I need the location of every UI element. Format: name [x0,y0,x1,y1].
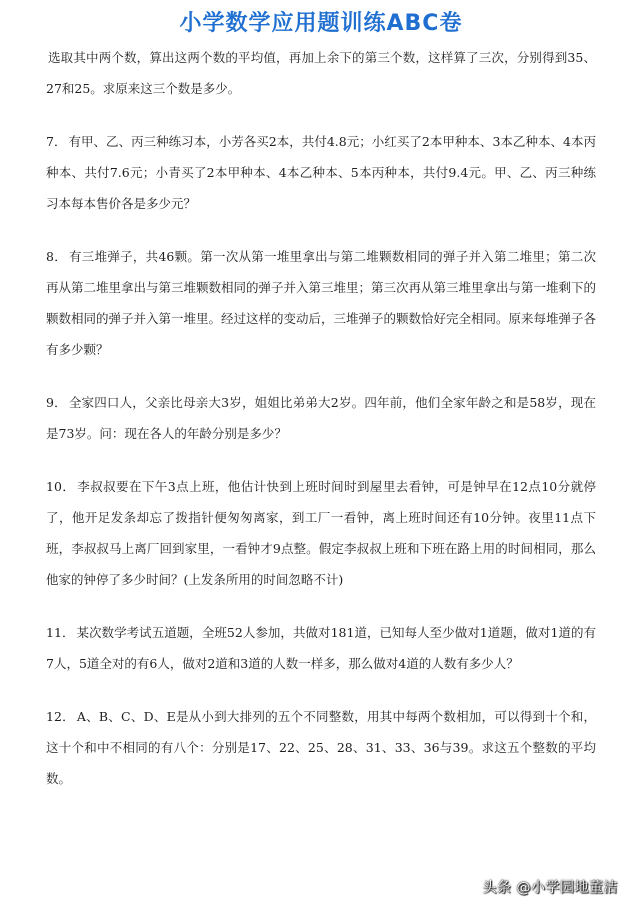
problem-continued [46,42,596,104]
problem-10 [46,471,596,595]
problem-text: 有甲、乙、丙三种练习本，小芳各买2本，共付4.8元；小红买了2本甲种本、3本乙种本、4本丙种本、共付7.6元；小青买了2本甲种本、4本乙种本、5本丙种本，共付9.4元。甲、乙、丙三种练习本每本售价各是多少元？ [46,134,596,211]
problem-12 [46,701,596,794]
problem-text: 全家四口人，父亲比母亲大3岁，姐姐比弟弟大2岁。四年前，他们全家年龄之和是58岁，现在是73岁。问：现在各人的年龄分别是多少？ [46,395,596,441]
problem-8 [46,241,596,365]
problem-9 [46,387,596,449]
problem-number: 10． [46,479,76,494]
problem-list [46,42,596,794]
problem-number: 8． [46,249,68,264]
watermark: 头条 @小学园地董洁 [482,880,618,896]
problem-number: 7． [46,134,67,149]
problem-text: 选取其中两个数，算出这两个数的平均值，再加上余下的第三个数，这样算了三次，分别得到35、27和25。求原来这三个数是多少。 [46,50,596,96]
problem-text: 某次数学考试五道题，全班52人参加，共做对181道，已知每人至少做对1道题，做对1道的有7人，5道全对的有6人，做对2道和3道的人数一样多，那么做对4道的人数有多少人？ [46,625,597,671]
problem-7 [46,126,596,219]
problem-number: 9． [46,395,67,410]
page-title: 小学数学应用题训练ABC卷 [179,11,463,36]
problem-number: 11． [46,625,75,640]
problem-text: A、B、C、D、E是从小到大排列的五个不同整数，用其中每两个数相加，可以得到十个和，这十个和中不相同的有八个：分别是17、22、25、28、31、33、36与39。求这五个整数的平均数。 [46,709,596,786]
problem-11 [46,617,596,679]
problem-text: 有三堆弹子，共46颗。第一次从第一堆里拿出与第二堆颗数相同的弹子并入第二堆里；第二次再从第二堆里拿出与第三堆颗数相同的弹子并入第三堆里；第三次再从第三堆里拿出与第一堆剩下的颗数相同的弹子并入第一堆里。经过这样的变动后，三堆弹子的颗数恰好完全相同。原来每堆弹子各有多少颗？ [46,249,597,357]
problem-number: 12． [46,709,75,724]
problem-text: 李叔叔要在下午3点上班，他估计快到上班时间时到屋里去看钟，可是钟早在12点10分就停了，他开足发条却忘了拨指针便匆匆离家，到工厂一看钟，离上班时间还有10分钟。夜里11点下班，李叔叔马上离厂回到家里，一看钟才9点整。假定李叔叔上班和下班在路上用的时间相同，那么他家的钟停了多少时间？(上发条所用的时间忽略不计) [46,479,596,587]
